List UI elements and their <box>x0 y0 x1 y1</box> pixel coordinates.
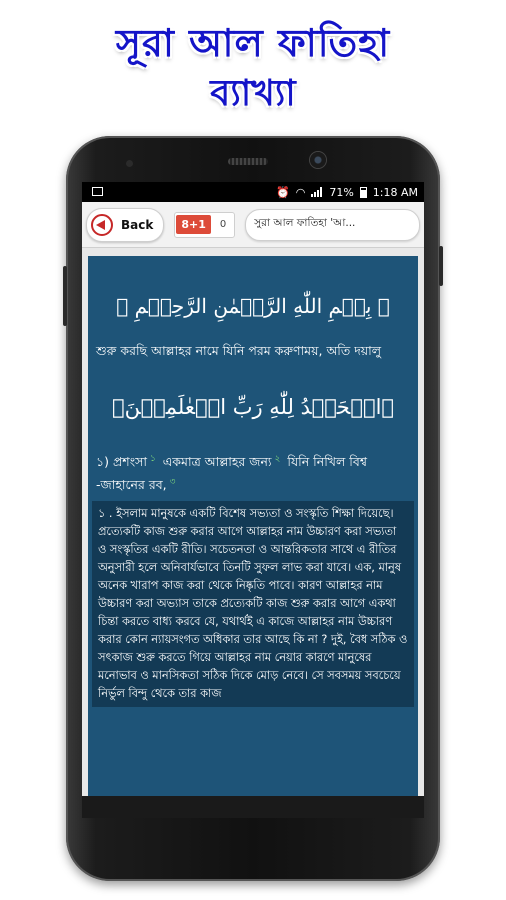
bangla-ayah-1 <box>88 449 418 495</box>
footnote-ref-1[interactable]: ১ <box>149 454 156 464</box>
earpiece-speaker <box>228 158 268 165</box>
phone-frame <box>66 136 440 881</box>
back-label: Back <box>121 217 154 232</box>
signal-icon <box>311 187 323 197</box>
status-bar <box>82 182 424 202</box>
app-screen <box>82 182 424 796</box>
arabic-basmala: ﴿ بِسۡمِ اللّٰهِ الرَّحۡمٰنِ الرَّحِیۡمِ ﴾ <box>116 294 390 318</box>
ayah-part-2: একমাত্র আল্লাহর জন্য <box>162 454 272 470</box>
footnote-ref-2[interactable]: ২ <box>274 454 281 464</box>
surah-title[interactable]: সুরা আল ফাতিহা 'আ... <box>245 209 420 241</box>
ayah-part-3: যিনি নিখিল বিশ্ব -জাহানের রব, <box>96 454 367 493</box>
notification-icon <box>92 187 103 196</box>
proximity-sensor <box>126 160 133 167</box>
google-plus-widget[interactable] <box>174 212 235 238</box>
clock: 1:18 AM <box>372 185 418 199</box>
volume-button <box>63 266 67 326</box>
reading-pane[interactable] <box>88 256 418 796</box>
battery-percent: 71% <box>329 185 354 199</box>
toolbar <box>82 202 424 248</box>
google-plus-button[interactable]: 8+1 <box>176 215 211 234</box>
back-arrow-icon <box>91 214 113 236</box>
front-camera <box>310 152 326 168</box>
footnote-ref-3[interactable]: ৩ <box>169 477 176 488</box>
footnote-explanation: ১ . ইসলাম মানুষকে একটি বিশেষ সভ্যতা ও সংস্কৃতি শিক্ষা দিয়েছে। প্রত্যেকটি কাজ শুরু করার আগে আল্লাহর নাম উচ্চারণ করা সভ্যতা ও সংস্কৃতির একটি রীতি। সচেতনতা ও আন্তরিকতার সাথে এ রীতির অনুসারী হলে অনিবার্যভাবে তিনটি সুফল লাভ করা যাবে। এক, মানুষ অনেক খারাপ কাজ করা থেকে নিষ্কৃতি পাবে। কারণ আল্লাহর নাম উচ্চারণ করা অভ্যাস তাকে প্রত্যেকটি কাজ শুরু করার আগে একথা চিন্তা করতে বাধ্য করবে যে, যথার্থই এ কাজে আল্লাহর নাম উচ্চারণ করার কোন ন্যায়সংগত অধিকার তার আছে কি না ? দুই, বৈধ সঠিক ও সৎকাজ শুরু করতে গিয়ে আল্লাহর নাম নেয়ার কারণে মানুষের মনোভাব ও মানসিকতা সঠিক দিকে মোড় নেবে। সে সবসময় সবচেয়ে নির্ভুল বিন্দু থেকে তার কাজ <box>92 501 414 707</box>
promo-title: সূরা আল ফাতিহা <box>115 21 391 65</box>
google-plus-count: 0 <box>219 219 227 230</box>
bottom-bezel <box>82 796 424 818</box>
back-button[interactable] <box>86 208 164 242</box>
power-button <box>439 246 443 286</box>
bangla-basmala: শুরু করছি আল্লাহর নামে যিনি পরম করুণাময়, অতি দয়ালু <box>96 343 382 358</box>
alarm-icon: ⏰ <box>276 185 290 199</box>
battery-icon <box>360 187 367 198</box>
promo-subtitle: ব্যাখ্যা <box>210 73 296 114</box>
arabic-ayah-1: ﴿الۡحَمۡدُ لِلّٰهِ رَبِّ الۡعٰلَمِیۡنَ﴾ <box>111 395 395 419</box>
ayah-part-1: ১) প্রশংসা <box>96 454 147 470</box>
wifi-icon: ◠ <box>295 185 306 199</box>
